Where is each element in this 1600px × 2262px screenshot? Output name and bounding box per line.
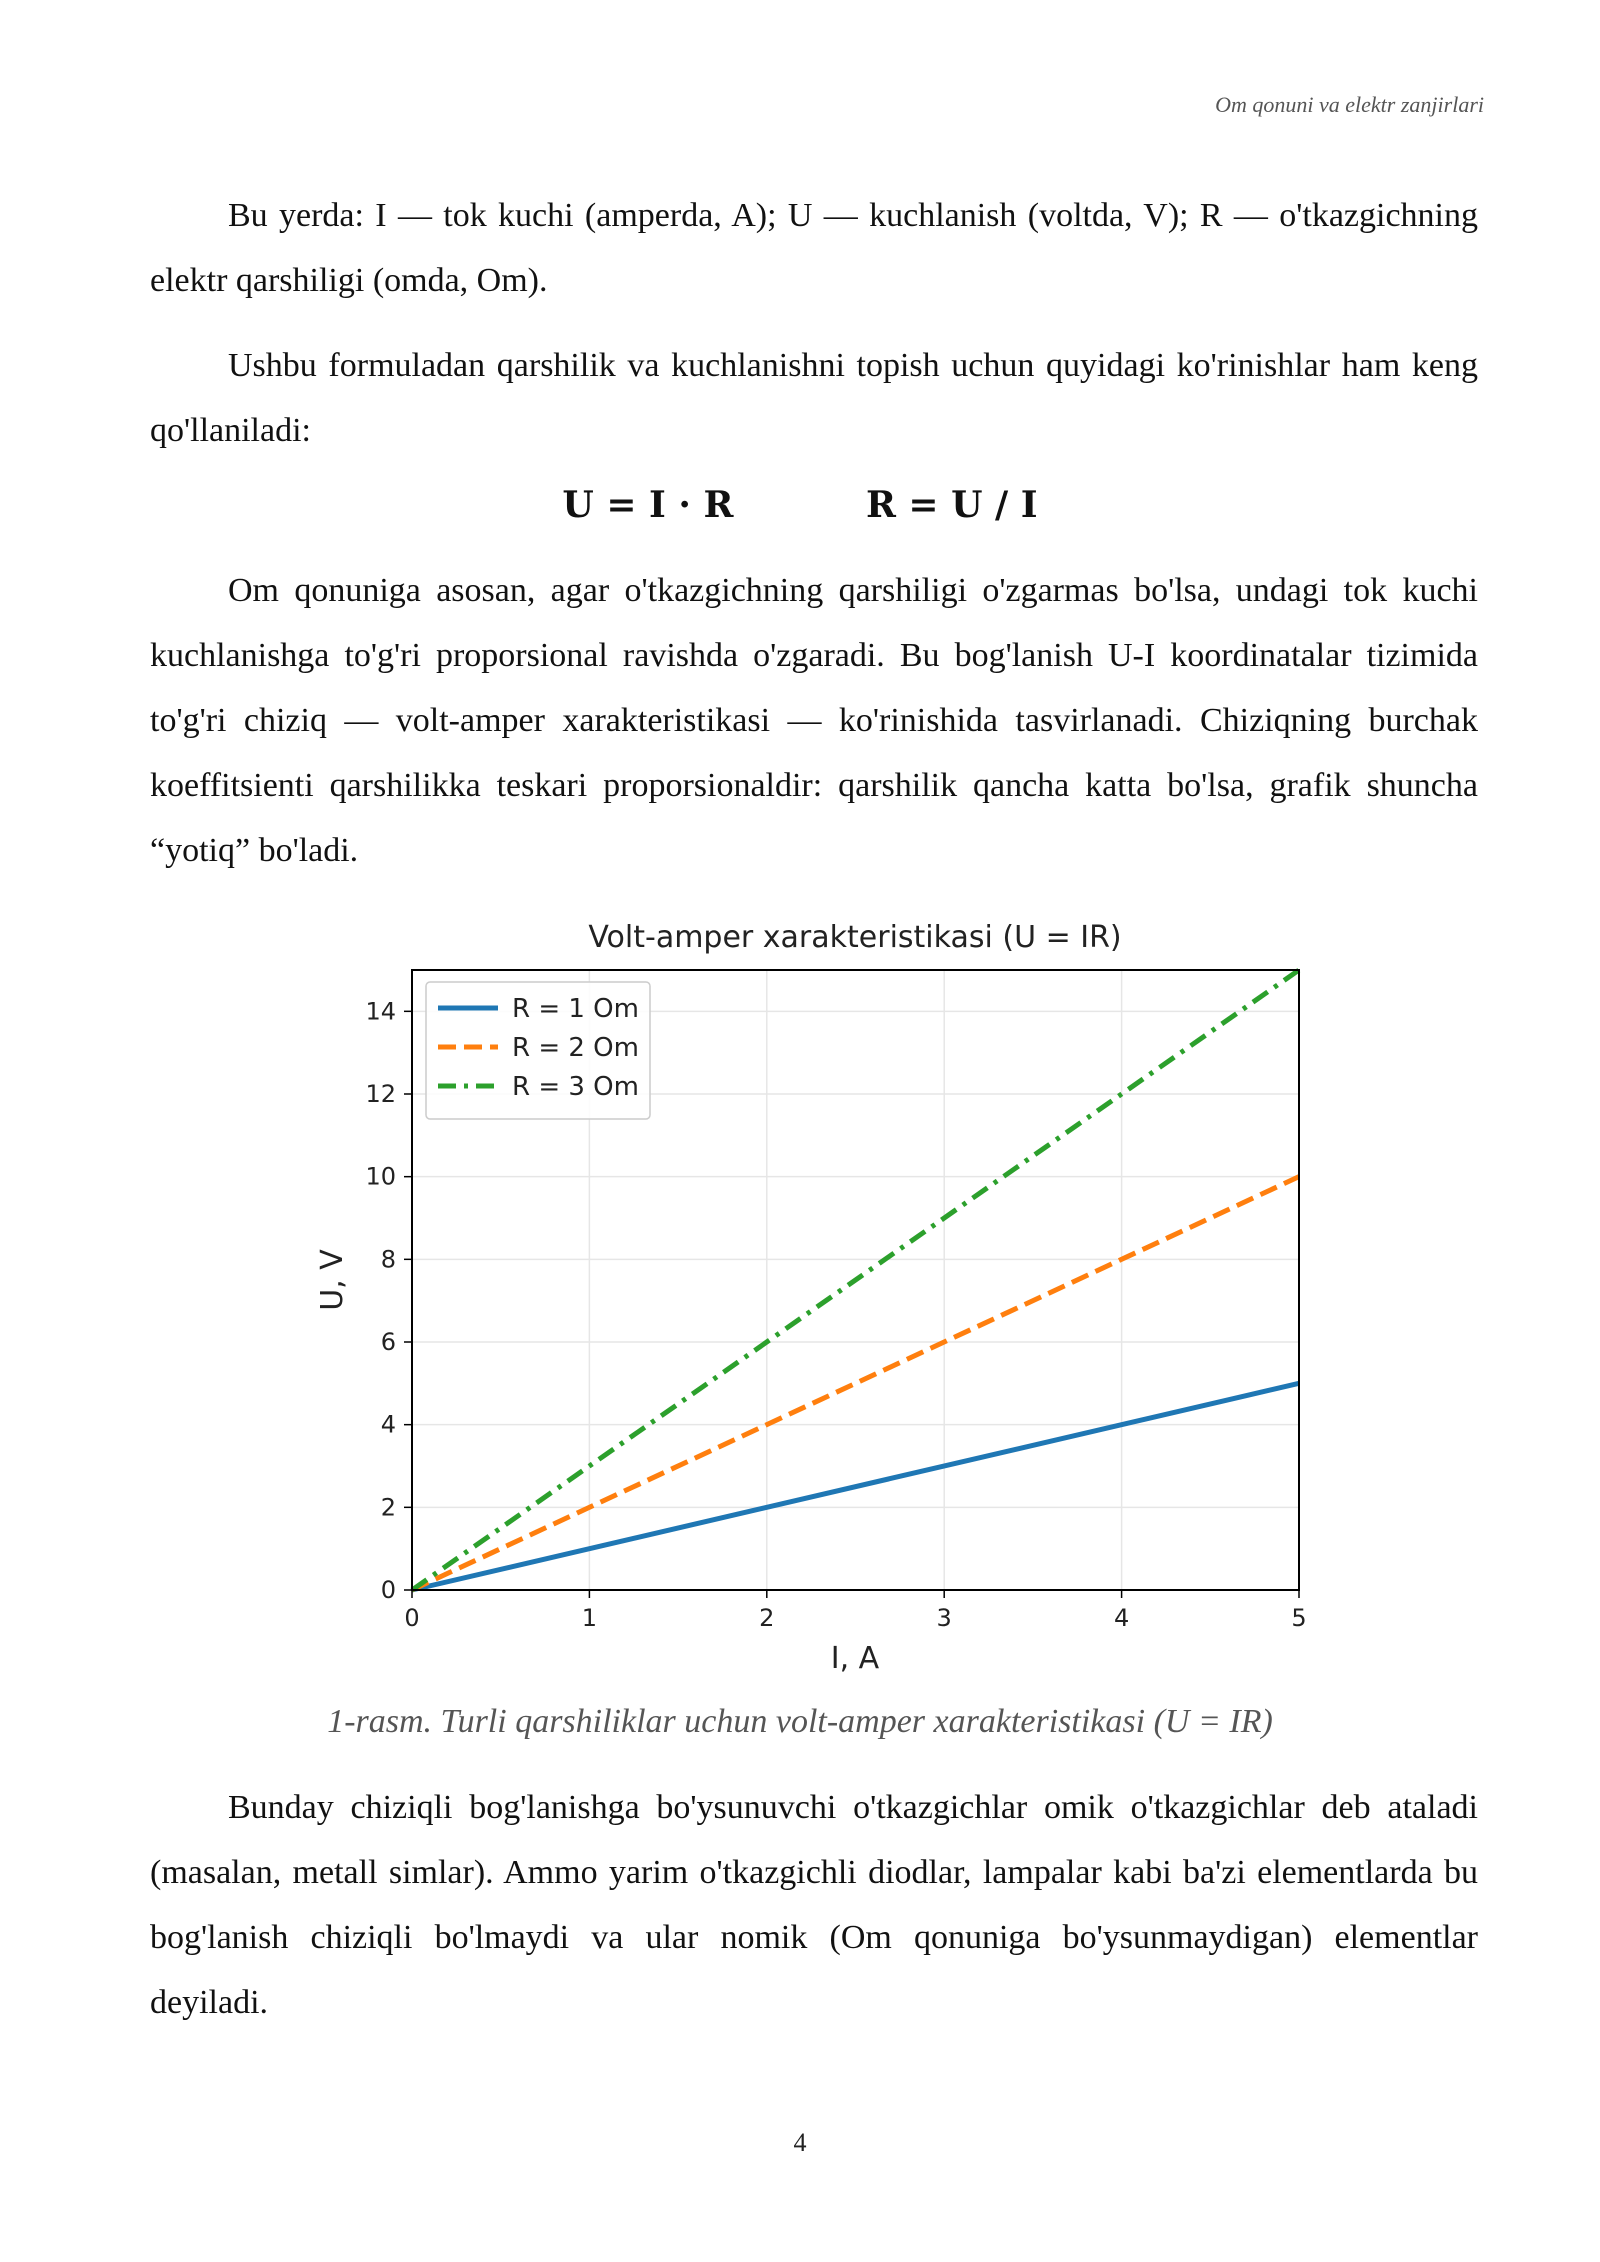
y-tick-label: 14 — [365, 997, 396, 1026]
x-tick-label: 3 — [936, 1604, 952, 1632]
formula-resistance: R = U / I — [865, 484, 1038, 526]
y-axis-label: U, V — [315, 1249, 350, 1311]
y-tick-label: 12 — [365, 1080, 396, 1108]
paragraph-ohm-law: Om qonuniga asosan, agar o'tkazgichning qarshiligi o'zgarmas bo'lsa, undagi tok kuchi kuchlanishga to'g'ri proporsional ravishda o'zgaradi. Bu bog'lanish U-I koordinatalar tizimida to'g'ri chiziq — volt-amper xarakteristikasi — ko'rinishida tasvirlanadi. Chiziqning burchak koeffitsienti qarshilikka teskari proporsionaldir: qarshilik qancha katta bo'lsa, grafik shuncha “yotiq” bo'ladi. — [150, 572, 1478, 869]
formula-block — [0, 484, 1600, 526]
paragraph-ohmic-conductors: Bunday chiziqli bog'lanishga bo'ysunuvchi o'tkazgichlar omik o'tkazgichlar deb ataladi (masalan, metall simlar). Ammo yarim o'tkazgichli diodlar, lampalar kabi ba'zi elementlarda bu bog'lanish chiziqli bo'lmaydi va ular nomik (Om qonuniga bo'ysunmaydigan) elementlar deyiladi. — [150, 1789, 1478, 2021]
x-tick-label: 4 — [1113, 1604, 1130, 1632]
series-line-r2 — [412, 1177, 1299, 1590]
y-tick-label: 4 — [380, 1410, 396, 1439]
y-tick-label: 2 — [380, 1493, 396, 1522]
y-tick-label: 8 — [380, 1245, 396, 1274]
series-line-r1 — [412, 1383, 1299, 1590]
figure-caption: 1-rasm. Turli qarshiliklar uchun volt-amper xarakteristikasi (U = IR) — [327, 1703, 1273, 1740]
paragraph-definitions: Bu yerda: I — tok kuchi (amperda, A); U — kuchlanish (voltda, V); R — o'tkazgichning elektr qarshiligi (omda, Om). — [150, 197, 1478, 299]
x-axis-label: I, A — [830, 1641, 880, 1676]
x-tick-label: 2 — [759, 1604, 775, 1632]
x-tick-label: 1 — [581, 1604, 598, 1632]
x-tick-label: 5 — [1291, 1604, 1307, 1632]
chart-legend — [426, 982, 650, 1119]
formula-voltage: U = I · R — [562, 484, 734, 526]
legend-label: R = 1 Om — [512, 994, 639, 1024]
y-tick-label: 10 — [365, 1162, 396, 1191]
volt-ampere-chart — [300, 910, 1307, 1680]
page-number: 4 — [793, 2128, 807, 2157]
legend-label: R = 2 Om — [512, 1033, 639, 1063]
legend-label: R = 3 Om — [512, 1072, 639, 1102]
chart-title: Volt-amper xarakteristikasi (U = IR) — [588, 920, 1122, 955]
y-tick-label: 6 — [380, 1328, 396, 1356]
running-header: Om qonuni va elektr zanjirlari — [1215, 92, 1484, 117]
x-tick-label: 0 — [404, 1604, 420, 1632]
paragraph-formula-intro: Ushbu formuladan qarshilik va kuchlanishni topish uchun quyidagi ko'rinishlar ham keng qo'llaniladi: — [150, 347, 1478, 449]
y-tick-label: 0 — [380, 1576, 396, 1604]
